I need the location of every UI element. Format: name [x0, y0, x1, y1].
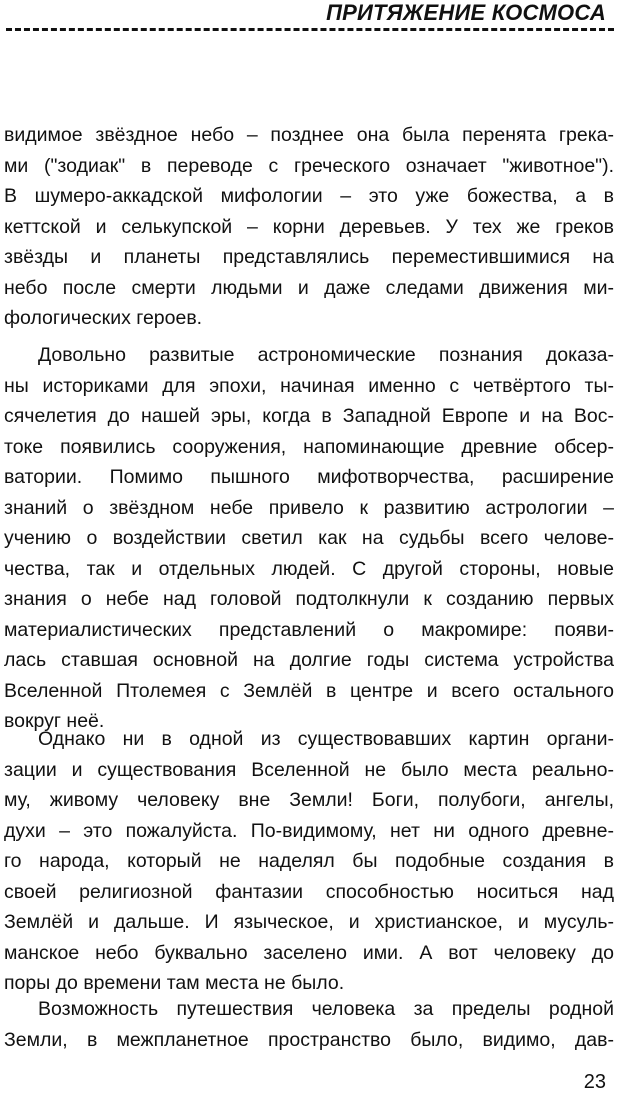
header-rule [6, 28, 614, 31]
text-line: сячелетия до нашей эры, когда в Западной Европе и на Вос- [4, 405, 614, 427]
text-line: Возможность путешествия человека за пределы родной [38, 998, 614, 1020]
text-line: го народа, который не наделял бы подобные создания в [4, 850, 614, 872]
text-line: Довольно развитые астрономические познания доказа- [38, 344, 614, 366]
text-line: лась ставшая основной на долгие годы система устройства [4, 649, 614, 671]
text-line: знания о небе над головой подтолкнули к созданию первых [4, 588, 614, 610]
text-line: знаний о звёздном небе привело к развитию астрологии – [4, 496, 614, 519]
text-line: видимое звёздное небо – позднее она была перенята грека- [4, 124, 614, 146]
text-line: В шумеро-аккадской мифологии – это уже божества, а в [4, 185, 614, 207]
text-line: токе появились сооружения, напоминающие древние обсер- [4, 435, 614, 458]
text-line: Землёй и дальше. И языческое, и христианское, и мусуль- [4, 911, 614, 933]
text-line: манское небо буквально заселено ими. А вот человеку до [4, 941, 614, 964]
text-line: зации и существования Вселенной не было места реально- [4, 758, 614, 781]
text-line: вокруг неё. [4, 710, 105, 732]
text-line: ны историками для эпохи, начиная именно с четвёртого ты- [4, 374, 614, 397]
text-line: небо после смерти людьми и даже следами движения ми- [4, 276, 614, 299]
page-number: 23 [583, 1071, 606, 1093]
text-line: поры до времени там места не было. [4, 972, 345, 994]
paragraph-2 [4, 340, 614, 737]
text-line: своей религиозной фантазии способностью носиться над [4, 880, 614, 903]
text-line: ми ("зодиак" в переводе с греческого означает "животное"). [4, 154, 614, 177]
paragraph-3 [4, 724, 614, 999]
text-line: Земли, в межпланетное пространство было, видимо, дав- [4, 1028, 614, 1051]
text-line: фологических героев. [4, 307, 203, 329]
text-line: му, живому человеку вне Земли! Боги, полубоги, ангелы, [4, 789, 614, 811]
text-line: чества, так и отдельных людей. С другой стороны, новые [4, 557, 614, 580]
paragraph-4 [4, 994, 614, 1055]
text-line: кеттской и селькупской – корни деревьев. У тех же греков [4, 215, 614, 238]
running-head: ПРИТЯЖЕНИЕ КОСМОСА [326, 0, 606, 25]
text-line: Вселенной Птолемея с Землёй в центре и всего остального [4, 679, 614, 702]
text-line: звёзды и планеты представлялись переместившимися на [4, 246, 614, 268]
text-line: духи – это пожалуйста. По-видимому, нет ни одного древне- [4, 819, 614, 842]
text-line: Однако ни в одной из существовавших картин органи- [38, 728, 614, 750]
text-line: ватории. Помимо пышного мифотворчества, расширение [4, 466, 614, 488]
text-line: учению о воздействии светил как на судьбы всего челове- [4, 527, 614, 549]
paragraph-1 [4, 120, 614, 334]
text-line: материалистических представлений о макромире: появи- [4, 618, 614, 641]
